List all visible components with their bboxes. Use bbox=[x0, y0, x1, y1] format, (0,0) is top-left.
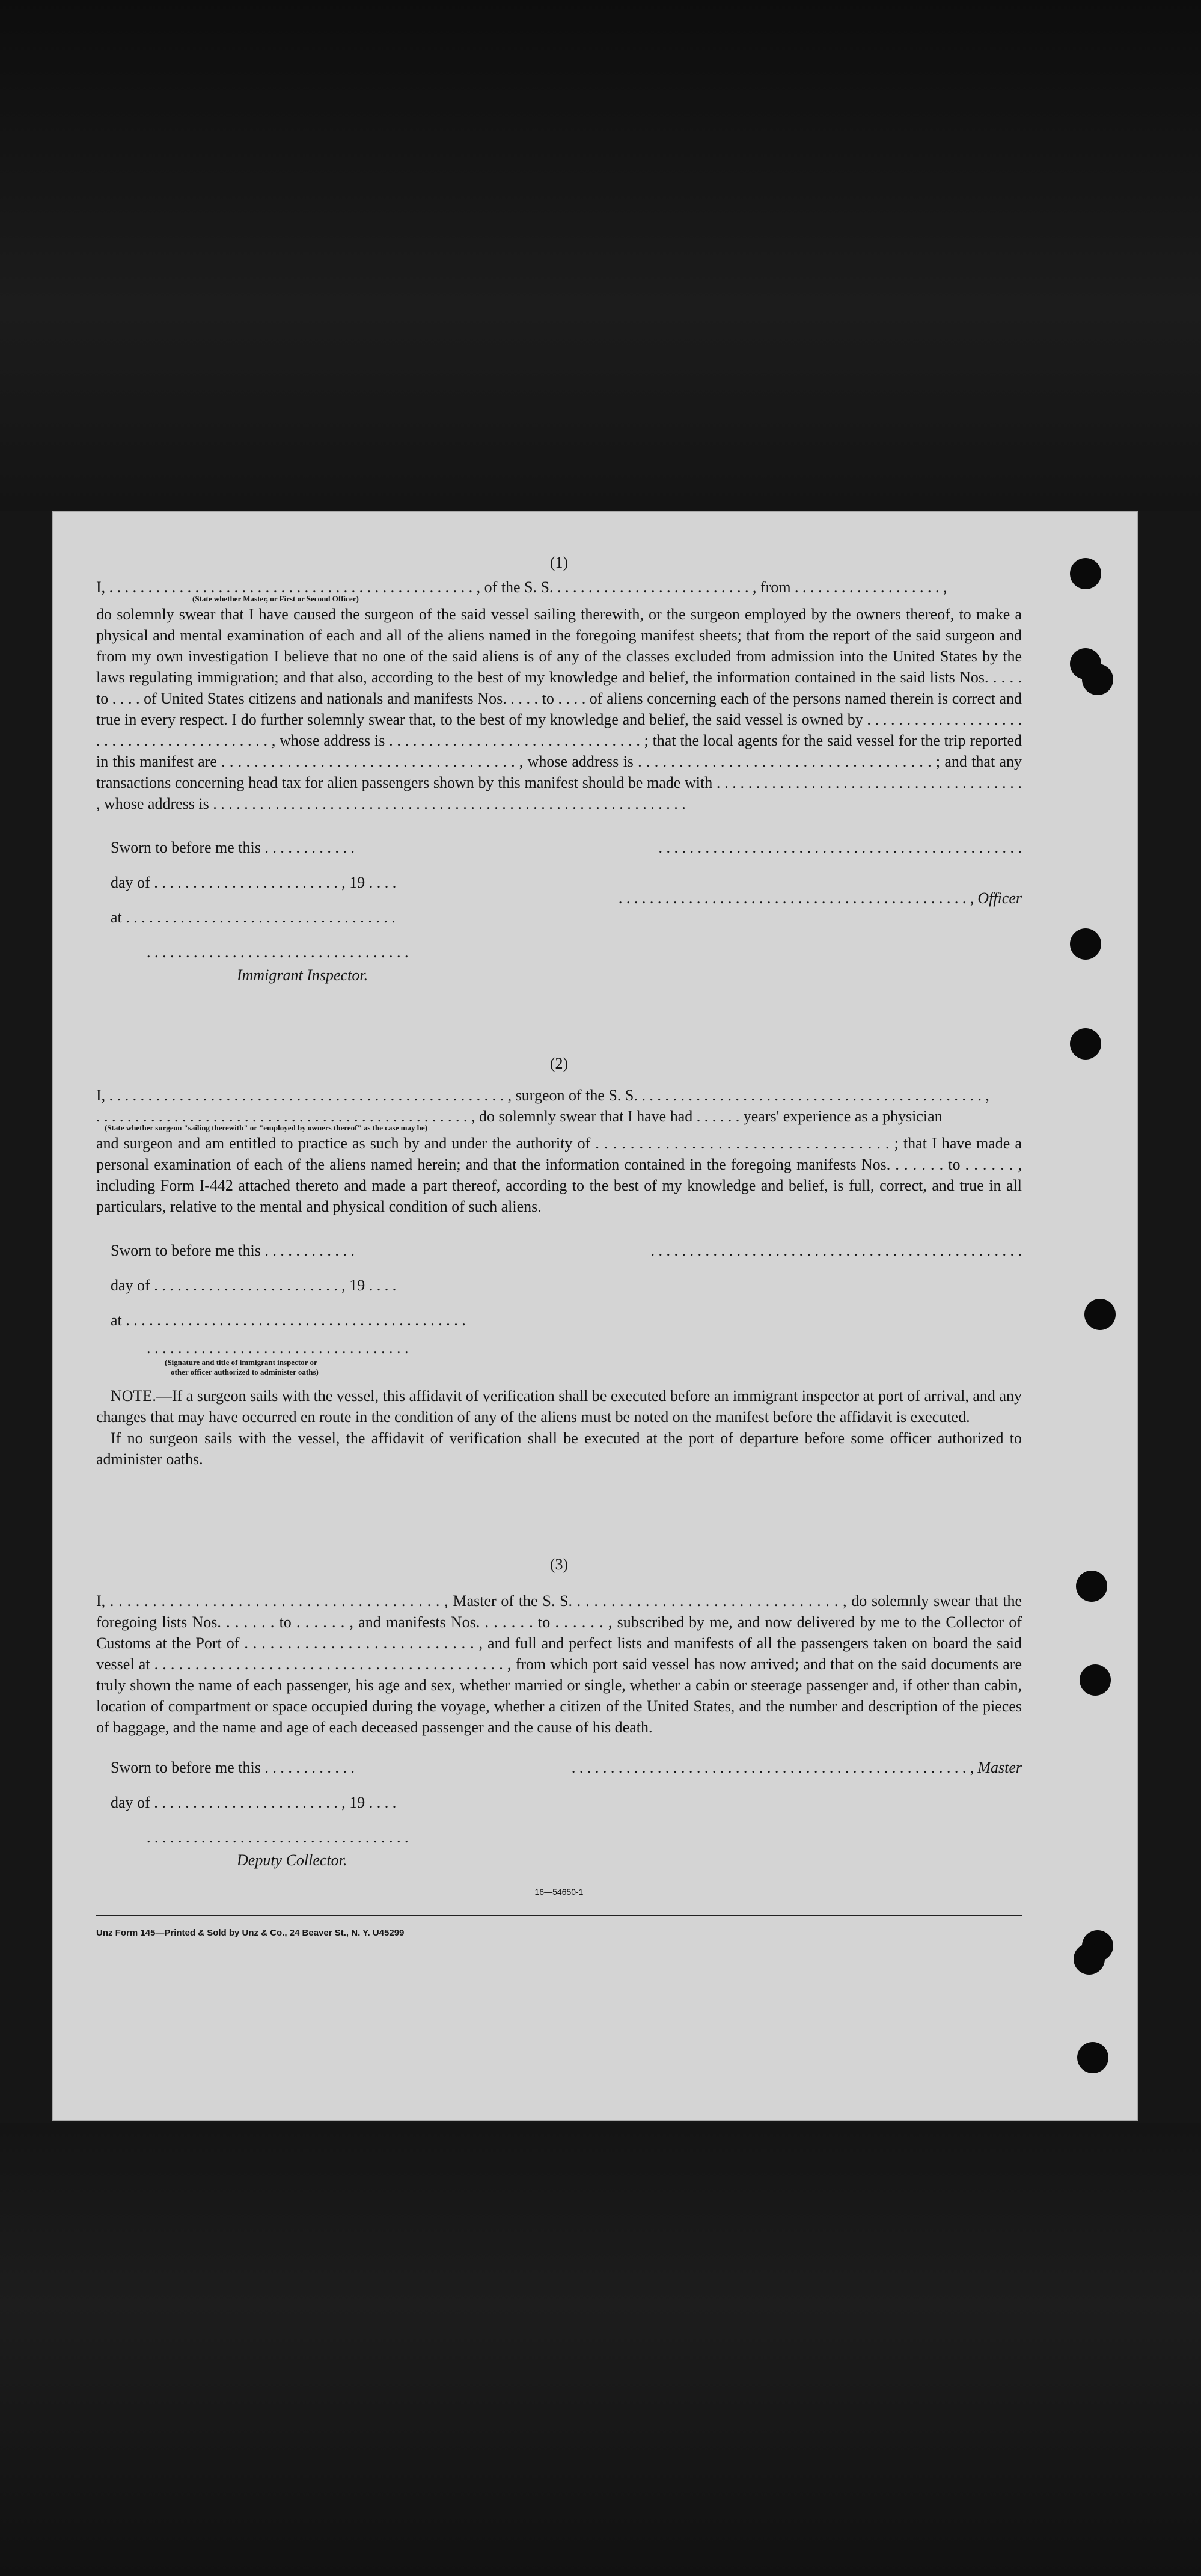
punch-hole bbox=[1070, 558, 1101, 589]
signature-caption-2: other officer authorized to administer oaths) bbox=[171, 1367, 319, 1376]
inspector-title: Immigrant Inspector. bbox=[237, 966, 368, 984]
sworn-date-line: Sworn to before me this . . . . . . . . . . . . bbox=[111, 838, 355, 856]
note-paragraph-1: NOTE.—If a surgeon sails with the vessel, this affidavit of verification shall be executed before an immigrant inspector at port of arrival, and any changes that may have occurred en route in the condition of any of the aliens must be noted on the manifest before the affidavit is executed. bbox=[96, 1387, 1022, 1426]
sworn-date-line: Sworn to before me this . . . . . . . . . . . . bbox=[111, 1758, 355, 1776]
surgeon-signature-line: . . . . . . . . . . . . . . . . . . . . . . . . . . . . . . . . . . . . . . . . . . . . . . . . bbox=[650, 1241, 1022, 1259]
section-3-sworn-block bbox=[96, 1750, 1022, 1871]
day-of-line: day of . . . . . . . . . . . . . . . . . . . . . . . . , 19 . . . . bbox=[111, 1793, 397, 1811]
signature-caption-1: (Signature and title of immigrant inspector or bbox=[165, 1358, 317, 1367]
officer-line bbox=[601, 880, 1022, 915]
master-line bbox=[571, 1750, 1022, 1785]
affidavit-content bbox=[96, 552, 1022, 1943]
section-1 bbox=[96, 552, 1022, 986]
collector-signature-line: . . . . . . . . . . . . . . . . . . . . . . . . . . . . . . . . . . bbox=[147, 1828, 409, 1846]
signature-line: . . . . . . . . . . . . . . . . . . . . . . . . . . . . . . . . . . bbox=[147, 1339, 409, 1357]
footer-rule bbox=[96, 1915, 1022, 1916]
signature-line: . . . . . . . . . . . . . . . . . . . . . . . . . . . . . . . . . . . . . . . . . . . . . . . bbox=[658, 838, 1022, 856]
section-3-number: (3) bbox=[549, 1556, 569, 1573]
section-2-body: and surgeon and am entitled to practice as such by and under the authority of . . . . . . . . . . . . . . . . . . . . . . . . . . . . . . . . . . ; that I have made a personal examination of each of the aliens named herein; and that the information contained in the foregoing manifests Nos. . . . . . . to . . . . . . , including Form I-442 attached thereto and made a part thereof, according to the best of my knowledge and belief, is full, correct, and true in all particulars, relative to the mental and physical condition of such aliens. bbox=[96, 1135, 1022, 1215]
punch-hole bbox=[1077, 2042, 1108, 2073]
punch-hole bbox=[1080, 1664, 1111, 1696]
day-of-line: day of . . . . . . . . . . . . . . . . . . . . . . . . , 19 . . . . bbox=[111, 1276, 397, 1294]
punch-hole bbox=[1084, 1299, 1116, 1330]
punch-hole bbox=[1076, 1571, 1107, 1602]
punch-hole bbox=[1070, 928, 1101, 960]
at-line: at . . . . . . . . . . . . . . . . . . . . . . . . . . . . . . . . . . . bbox=[111, 908, 396, 926]
master-dots: . . . . . . . . . . . . . . . . . . . . . . . . . . . . . . . . . . . . . . . . . . . . . . . . . . . , bbox=[571, 1758, 974, 1776]
section-1-caption: (State whether Master, or First or Second Officer) bbox=[192, 594, 359, 603]
officer-label: Officer bbox=[977, 889, 1022, 907]
sworn-date-line: Sworn to before me this . . . . . . . . . . . . bbox=[111, 1241, 355, 1259]
punch-hole bbox=[1074, 1943, 1105, 1975]
section-2-caption: (State whether surgeon "sailing therewith" or "employed by owners thereof" as the case may be) bbox=[105, 1123, 428, 1132]
note-paragraph-2: If no surgeon sails with the vessel, the affidavit of verification shall be executed at the port of departure before some officer authorized to administer oaths. bbox=[96, 1429, 1022, 1468]
manifest-page bbox=[52, 511, 1138, 2121]
punch-hole bbox=[1082, 664, 1113, 695]
master-label: Master bbox=[977, 1758, 1022, 1776]
printer-footer: Unz Form 145—Printed & Sold by Unz & Co., 24 Beaver St., N. Y. U45299 bbox=[96, 1928, 405, 1938]
at-line: at . . . . . . . . . . . . . . . . . . . . . . . . . . . . . . . . . . . . . . . . . . . . bbox=[111, 1311, 466, 1329]
section-2-number: (2) bbox=[549, 1055, 569, 1072]
section-1-body: do solemnly swear that I have caused the surgeon of the said vessel sailing therewith, or the surgeon employed by the owners thereof, to make a physical and mental examination of each and all of the aliens named in the foregoing manifest sheets; that from the report of the said surgeon and from my own investigation I believe that no one of the said aliens is of any of the classes excluded from admission into the United States by the laws regulating immigration; and that also, according to the best of my knowledge and belief, the information contained in the said lists Nos. . . . . to . . . . of United States citizens and nationals and manifests Nos. . . . . to . . . . of aliens concerning each of the persons named therein is correct and true in every respect. I do further solemnly swear that, to the best of my knowledge and belief, the said vessel is owned by . . . . . . . . . . . . . . . . . . . . . . . . . . . . . . . . . . . . . . . . . . , whose address is . . . . . . . . . . . . . . . . . . . . . . . . . . . . . . . . ; that the local agents for the said vessel for the trip reported in this manifest are . . . . . . . . . . . . . . . . . . . . . . . . . . . . . . . . . . . . , whose address is . . . . . . . . . . . . . . . . . . . . . . . . . . . . . . . . . . . . ; and that any transactions concerning head tax for alien passengers shown by this manifest should be made with . . . . . . . . . . . . . . . . . . . . . . . . . . . . . . . . . . . . . . . , whose address is . . . . . . . . . . . . . . . . . . . . . . . . . . . . . . . . . . . . . . . . . . . . . . . . . . . . . . . . . . . . . bbox=[96, 606, 1022, 812]
scan-background-bottom bbox=[0, 2123, 1201, 2576]
officer-dots: . . . . . . . . . . . . . . . . . . . . . . . . . . . . . . . . . . . . . . . . . . . . . , bbox=[618, 889, 974, 907]
section-2-line1: I, . . . . . . . . . . . . . . . . . . . . . . . . . . . . . . . . . . . . . . . . . . . . . . . . . . . , surgeon of the S. S. . . . . . . . . . . . . . . . . . . . . . . . . . . . . . . . . . . . . . . . . . . . . , bbox=[96, 1087, 989, 1104]
form-number: 16—54650-1 bbox=[534, 1887, 584, 1897]
scan-background-top bbox=[0, 0, 1201, 511]
day-of-line: day of . . . . . . . . . . . . . . . . . . . . . . . . , 19 . . . . bbox=[111, 873, 397, 891]
section-3 bbox=[96, 1554, 1022, 1871]
section-1-number: (1) bbox=[549, 554, 569, 571]
inspector-signature-line: . . . . . . . . . . . . . . . . . . . . . . . . . . . . . . . . . . bbox=[147, 943, 409, 961]
section-2 bbox=[96, 1053, 1022, 1470]
section-1-sworn-block bbox=[96, 830, 1022, 986]
section-2-sworn-block bbox=[96, 1233, 1022, 1377]
section-2-line2: . . . . . . . . . . . . . . . . . . . . . . . . . . . . . . . . . . . . . . . . . . . . . . . . , do solemnly swear that I have had . . . . . . years' experience as a physician bbox=[96, 1108, 943, 1125]
section-1-line1: I, . . . . . . . . . . . . . . . . . . . . . . . . . . . . . . . . . . . . . . . . . . . . . . . , of the S. S. . . . . . . . . . . . . . . . . . . . . . . . . . , from . . . . . . . . . . . . . . . . . . . , bbox=[96, 578, 947, 596]
punch-hole bbox=[1070, 1028, 1101, 1060]
collector-title: Deputy Collector. bbox=[237, 1851, 347, 1869]
section-3-body: I, . . . . . . . . . . . . . . . . . . . . . . . . . . . . . . . . . . . . . . . , Master of the S. S. . . . . . . . . . . . . . . . . . . . . . . . . . . . . . . . , do solemnly swear that the foregoing lists Nos. . . . . . . to . . . . . . , and manifests Nos. . . . . . . to . . . . . . , subscribed by me, and now delivered by me to the Collector of Customs at the Port of . . . . . . . . . . . . . . . . . . . . . . . . . . . , and full and perfect lists and manifests of all the passengers taken on board the said vessel at . . . . . . . . . . . . . . . . . . . . . . . . . . . . . . . . . . . . . . . . . . . , from which port said vessel has now arrived; and that on the said documents are truly shown the name of each passenger, his age and sex, whether married or single, whether a cabin or steerage passenger and, if other than cabin, location of compartment or space occupied during the voyage, whether a citizen of the United States, and the number and description of the pieces of baggage, and the name and age of each deceased passenger and the cause of his death. bbox=[96, 1592, 1022, 1736]
